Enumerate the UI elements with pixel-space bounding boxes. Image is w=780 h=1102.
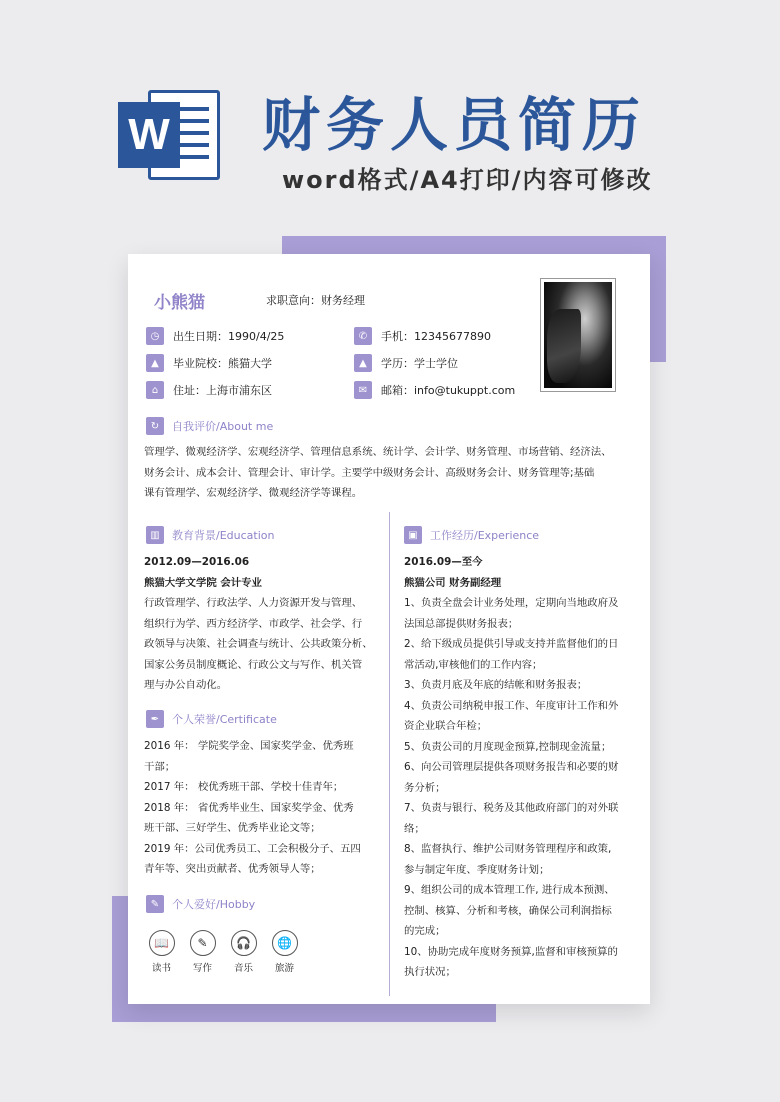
hobby-item: 🌐 旅游 (271, 930, 298, 974)
pen-icon: ✎ (190, 930, 216, 956)
feather-icon: ✒ (146, 710, 164, 728)
candidate-name: 小熊猫 (154, 293, 205, 313)
info-address: ⌂ 住址：上海市浦东区 (146, 381, 272, 399)
column-divider (389, 512, 390, 996)
briefcase-icon: ▣ (404, 526, 422, 544)
hobby-item: 🎧 音乐 (230, 930, 257, 974)
section-hobby: ✎ 个人爱好/Hobby (146, 895, 255, 913)
hobby-list (148, 930, 298, 974)
section-experience: ▣ 工作经历/Experience (404, 526, 539, 544)
section-certificate: ✒ 个人荣誉/Certificate (146, 710, 277, 728)
page-subtitle: word格式/A4打印/内容可修改 (282, 166, 653, 194)
section-about: ↻ 自我评价/About me (146, 417, 273, 435)
mail-icon: ✉ (354, 381, 372, 399)
profile-photo (540, 278, 616, 392)
info-email: ✉ 邮箱：info@tukuppt.com (354, 381, 515, 399)
books-icon: ▥ (146, 526, 164, 544)
refresh-icon: ↻ (146, 417, 164, 435)
edit-icon: ✎ (146, 895, 164, 913)
job-intent: 求职意向：财务经理 (266, 294, 365, 307)
info-phone: ✆ 手机：12345677890 (354, 327, 491, 345)
section-education: ▥ 教育背景/Education (146, 526, 274, 544)
home-icon: ⌂ (146, 381, 164, 399)
headphones-icon: 🎧 (231, 930, 257, 956)
info-school: ▲ 毕业院校：熊猫大学 (146, 354, 272, 372)
experience-text: 2016.09—至今 熊猫公司 财务副经理 1、负责全盘会计业务处理，定期向当地政府及 法国总部提供财务报表； 2、给下级成员提供引导或支持并监督他们的日 常活动,审核他们的工作内容； 3、负责月底及年底的结帐和财务报表； 4、负责公司纳税申报工作、年度审计工作和外 资企业联合年检； 5、负责公司的月度现金预算,控制现金流量； 6、向公司管理层提供各项财务报告和必要的财 务分析； 7、负责与银行、税务及其他政府部门的对外联 络； 8、监督执行、维护公司财务管理程序和政策, 参与制定年度、季度财务计划； 9、组织公司的成本管理工作, 进行成本预测、 控制、核算、分析和考核，确保公司利润指标 的完成； 10、协助完成年度财务预算,监督和审核预算的 执行状况； (404, 556, 619, 978)
book-icon: 📖 (149, 930, 175, 956)
word-badge: W (118, 102, 180, 168)
globe-icon: 🌐 (272, 930, 298, 956)
clock-icon: ◷ (146, 327, 164, 345)
word-logo-icon (118, 82, 222, 186)
hobby-item: 📖 读书 (148, 930, 175, 974)
degree-cap-icon: ▲ (354, 354, 372, 372)
education-text: 2012.09—2016.06 熊猫大学文学院 会计专业 行政管理学、行政法学、人力资源开发与管理、 组织行为学、西方经济学、市政学、社会学、行 政领导与决策、社会调查与统计、公共政策分析、 国家公务员制度概论、行政公文与写作、机关管 理与办公自动化。 (144, 556, 373, 691)
page-title: 财务人员简历 (262, 91, 647, 159)
hobby-item: ✎ 写作 (189, 930, 216, 974)
info-degree: ▲ 学历：学士学位 (354, 354, 458, 372)
resume-sheet (128, 254, 650, 1004)
info-birth: ◷ 出生日期：1990/4/25 (146, 327, 284, 345)
phone-icon: ✆ (354, 327, 372, 345)
about-text: 管理学、微观经济学、宏观经济学、管理信息系统、统计学、会计学、财务管理、市场营销、经济法、 财务会计、成本会计、管理会计、审计学。主要学中级财务会计、高级财务会计、财务管理等;基础 课有管理学、宏观经济学、微观经济学等课程。 (144, 446, 612, 499)
graduation-cap-icon: ▲ (146, 354, 164, 372)
certificate-text: 2016 年： 学院奖学金、国家奖学金、优秀班 干部； 2017 年： 校优秀班干部、学校十佳青年； 2018 年： 省优秀毕业生、国家奖学金、优秀 班干部、三好学生、优秀毕业论文等； 2019 年：公司优秀员工、工会积极分子、五四 青年等、突出贡献者、优秀领导人等； (144, 740, 361, 875)
